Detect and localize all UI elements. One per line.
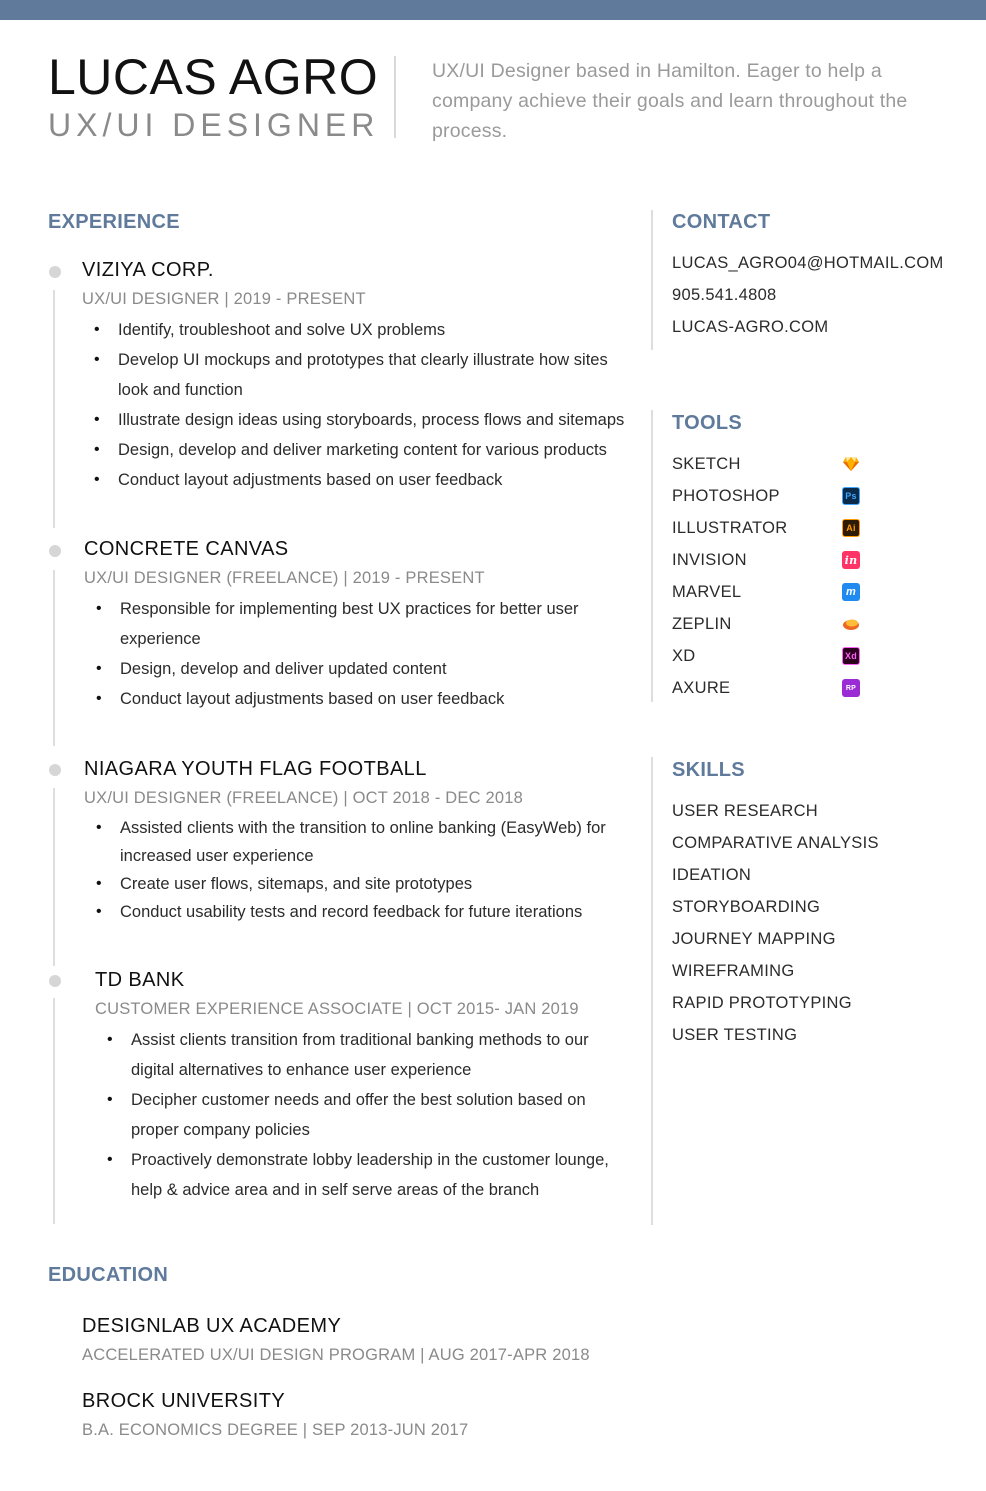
contact-heading: CONTACT bbox=[672, 211, 771, 233]
job-bullet: • Conduct layout adjustments based on user feedback bbox=[94, 465, 634, 495]
skills-heading: SKILLS bbox=[672, 759, 745, 781]
contact-website[interactable]: LUCAS-AGRO.COM bbox=[672, 318, 829, 336]
tool-label: PHOTOSHOP bbox=[672, 487, 780, 505]
axure-icon: RP bbox=[842, 679, 860, 697]
timeline-dot bbox=[49, 545, 61, 557]
job-meta: UX/UI DESIGNER (FREELANCE) | 2019 - PRESENT bbox=[84, 569, 485, 587]
tool-label: AXURE bbox=[672, 679, 731, 697]
skill-item: IDEATION bbox=[672, 866, 752, 884]
contact-email[interactable]: LUCAS_AGRO04@HOTMAIL.COM bbox=[672, 254, 944, 272]
timeline-dot bbox=[49, 266, 61, 278]
tool-label: ZEPLIN bbox=[672, 615, 732, 633]
job-bullet: • Create user flows, sitemaps, and site prototypes bbox=[96, 870, 626, 898]
job-bullets bbox=[107, 1025, 627, 1205]
tools-divider bbox=[651, 410, 653, 702]
job-company: CONCRETE CANVAS bbox=[84, 538, 289, 560]
skill-item: JOURNEY MAPPING bbox=[672, 930, 836, 948]
tool-label: ILLUSTRATOR bbox=[672, 519, 788, 537]
contact-phone[interactable]: 905.541.4808 bbox=[672, 286, 777, 304]
job-bullet: • Proactively demonstrate lobby leadership in the customer lounge, help & advice area and in self serve areas of the branch bbox=[107, 1145, 627, 1205]
invision-icon: in bbox=[842, 551, 860, 569]
tool-item bbox=[672, 613, 872, 645]
job-company: VIZIYA CORP. bbox=[82, 259, 214, 281]
top-accent-bar bbox=[0, 0, 986, 20]
marvel-icon: m bbox=[842, 583, 860, 601]
education-meta: ACCELERATED UX/UI DESIGN PROGRAM | AUG 2017-APR 2018 bbox=[82, 1346, 590, 1364]
education-school: DESIGNLAB UX ACADEMY bbox=[82, 1315, 342, 1337]
job-bullet: • Illustrate design ideas using storyboards, process flows and sitemaps bbox=[94, 405, 634, 435]
timeline-line bbox=[53, 570, 55, 746]
skill-item: USER TESTING bbox=[672, 1026, 798, 1044]
education-school: BROCK UNIVERSITY bbox=[82, 1390, 286, 1412]
job-bullet: • Develop UI mockups and prototypes that clearly illustrate how sites look and function bbox=[94, 345, 634, 405]
job-bullet: • Conduct layout adjustments based on user feedback bbox=[96, 684, 596, 714]
profile-summary: UX/UI Designer based in Hamilton. Eager to help a company achieve their goals and learn throughout the process. bbox=[432, 60, 908, 142]
tools-list bbox=[672, 453, 872, 709]
illustrator-icon: Ai bbox=[842, 519, 860, 537]
tool-label: MARVEL bbox=[672, 583, 742, 601]
tool-item bbox=[672, 453, 872, 485]
job-bullet: • Design, develop and deliver marketing content for various products bbox=[94, 435, 634, 465]
job-bullet: • Conduct usability tests and record feedback for future iterations bbox=[96, 898, 626, 926]
skill-item: RAPID PROTOTYPING bbox=[672, 994, 852, 1012]
tool-item bbox=[672, 645, 872, 677]
skill-item: STORYBOARDING bbox=[672, 898, 821, 916]
job-company: NIAGARA YOUTH FLAG FOOTBALL bbox=[84, 758, 427, 780]
job-bullet: • Design, develop and deliver updated content bbox=[96, 654, 596, 684]
xd-icon: Xd bbox=[842, 647, 860, 665]
skill-item: USER RESEARCH bbox=[672, 802, 819, 820]
tool-item bbox=[672, 549, 872, 581]
job-bullet: • Responsible for implementing best UX practices for better user experience bbox=[96, 594, 596, 654]
skills-divider bbox=[651, 757, 653, 1225]
contact-divider bbox=[651, 210, 653, 350]
job-bullets bbox=[96, 814, 626, 926]
job-company: TD BANK bbox=[95, 969, 185, 991]
timeline-line bbox=[53, 290, 55, 528]
job-meta: CUSTOMER EXPERIENCE ASSOCIATE | OCT 2015- JAN 2019 bbox=[95, 1000, 579, 1018]
education-heading: EDUCATION bbox=[48, 1264, 169, 1286]
job-meta: UX/UI DESIGNER (FREELANCE) | OCT 2018 - DEC 2018 bbox=[84, 789, 524, 807]
header-divider bbox=[394, 56, 396, 138]
job-bullet: • Decipher customer needs and offer the best solution based on proper company policies bbox=[107, 1085, 627, 1145]
tool-item bbox=[672, 581, 872, 613]
zeplin-icon bbox=[842, 615, 860, 633]
skill-item: COMPARATIVE ANALYSIS bbox=[672, 834, 879, 852]
tool-item bbox=[672, 517, 872, 549]
job-bullets bbox=[94, 315, 634, 495]
photoshop-icon: Ps bbox=[842, 487, 860, 505]
education-meta: B.A. ECONOMICS DEGREE | SEP 2013-JUN 2017 bbox=[82, 1421, 469, 1439]
tool-item bbox=[672, 485, 872, 517]
tool-item bbox=[672, 677, 872, 709]
experience-heading: EXPERIENCE bbox=[48, 211, 180, 233]
job-bullet: • Assisted clients with the transition to online banking (EasyWeb) for increased user experience bbox=[96, 814, 626, 870]
timeline-line bbox=[53, 998, 55, 1224]
tool-label: XD bbox=[672, 647, 696, 665]
job-meta: UX/UI DESIGNER | 2019 - PRESENT bbox=[82, 290, 366, 308]
job-bullet: • Identify, troubleshoot and solve UX problems bbox=[94, 315, 634, 345]
tool-label: INVISION bbox=[672, 551, 747, 569]
skills-list bbox=[672, 800, 972, 1056]
job-bullet: • Assist clients transition from traditional banking methods to our digital alternatives to enhance user experience bbox=[107, 1025, 627, 1085]
tools-heading: TOOLS bbox=[672, 412, 743, 434]
job-bullets bbox=[96, 594, 596, 714]
candidate-name: LUCAS AGRO bbox=[48, 49, 379, 105]
contact-list bbox=[672, 252, 972, 348]
timeline-line bbox=[53, 788, 55, 966]
tool-label: SKETCH bbox=[672, 455, 741, 473]
sketch-icon bbox=[842, 455, 860, 473]
timeline-dot bbox=[49, 764, 61, 776]
timeline-dot bbox=[49, 975, 61, 987]
candidate-role: UX/UI DESIGNER bbox=[48, 107, 380, 143]
skill-item: WIREFRAMING bbox=[672, 962, 795, 980]
